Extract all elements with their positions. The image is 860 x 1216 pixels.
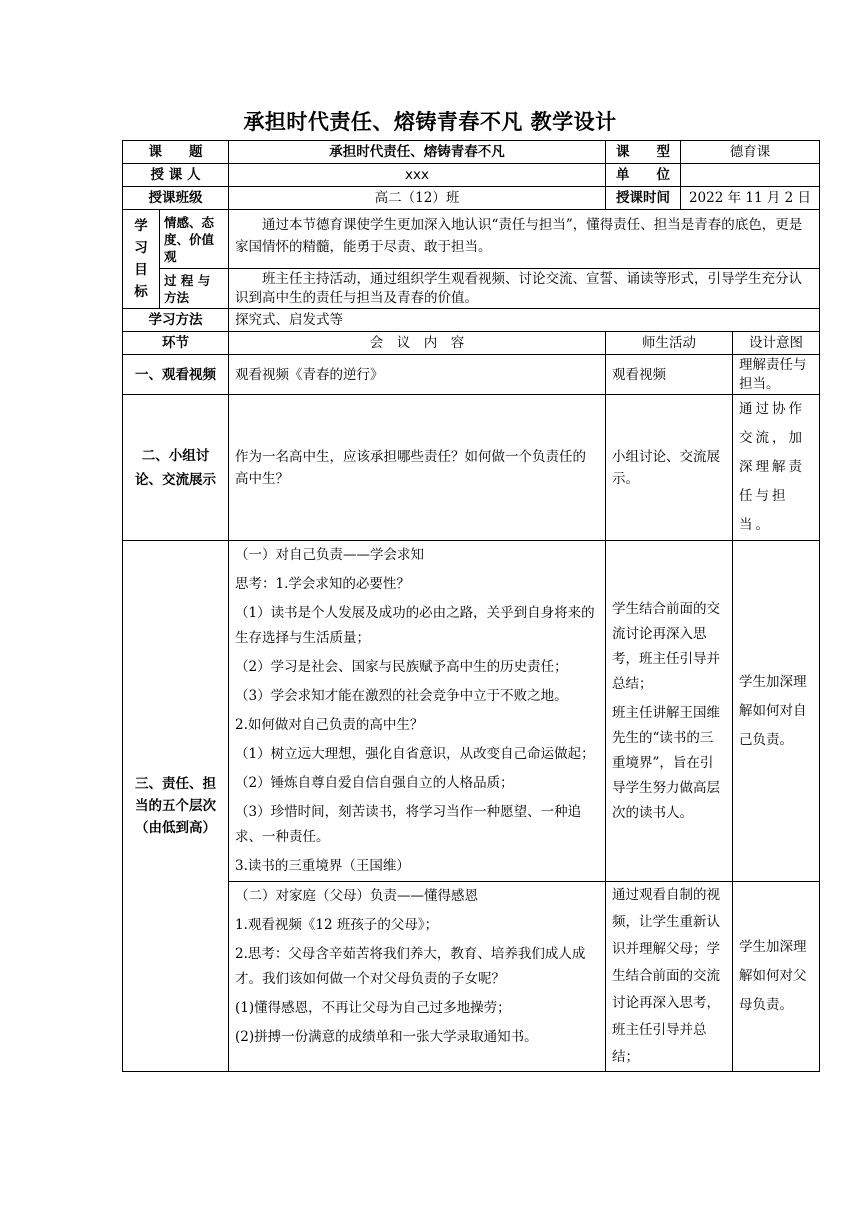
stage-2-activity: 小组讨论、交流展示。 (606, 395, 733, 541)
content-line: （1）树立远大理想，强化自省意识，从改变自己命运做起； (235, 746, 595, 762)
content-line: （3）学会求知才能在激烈的社会竞争中立于不败之地。 (235, 688, 568, 704)
stage-row-2 (123, 395, 820, 541)
class-value: 高二（12）班 (229, 187, 606, 210)
content-line: 1.观看视频《12 班孩子的父母》； (235, 917, 439, 933)
stage-3b-activity: 通过观看自制的视频，让学生重新认识并理解父母；学生结合前面的交流讨论再深入思考，班主任引导并总结； (606, 882, 733, 1072)
activity-line: 班主任讲解王国维先生的“读书的三重境界”，旨在引导学生努力做高层次的读书人。 (612, 704, 720, 821)
content-line: 思考：1.学会求知的必要性？ (235, 576, 410, 592)
content-line: （2）学习是社会、国家与民族赋予高中生的历史责任； (235, 659, 568, 675)
goal-process-text: 班主任主持活动，通过组织学生观看视频、讨论交流、宣誓、诵读等形式，引导学生充分认识到高中生的责任与担当及青春的价值。 (229, 269, 820, 309)
content-line: (2)拼搏一份满意的成绩单和一张大学录取通知书。 (235, 1029, 538, 1045)
teacher-value: xxx (229, 164, 606, 187)
stage-1-intent: 理解责任与担当。 (733, 355, 820, 395)
stage-3b-intent: 学生加深理解如何对父母负责。 (733, 882, 820, 1072)
stage-1-content: 观看视频《青春的逆行》 (229, 355, 606, 395)
goal-emotion-row (123, 210, 820, 269)
topic-value: 承担时代责任、熔铸青春不凡 (229, 141, 606, 164)
class-label: 授课班级 (123, 187, 229, 210)
stage-row-1 (123, 355, 820, 395)
goal-process-row (123, 269, 820, 309)
type-label: 课 型 (606, 141, 681, 164)
stage-1-label: 一、观看视频 (123, 355, 229, 395)
type-value: 德育课 (681, 141, 820, 164)
content-line: （二）对家庭（父母）负责——懂得感恩 (235, 888, 478, 904)
goals-label: 学习目标 (123, 210, 160, 309)
stage-3a-activity (606, 541, 733, 882)
teacher-label: 授 课 人 (123, 164, 229, 187)
teacher-row (123, 164, 820, 187)
time-label: 授课时间 (606, 187, 681, 210)
method-label: 学习方法 (123, 309, 229, 332)
content-line: 2.思考：父母含辛茹苦将我们养大，教育、培养我们成人成才。我们该如何做一个对父母负责的子女呢？ (235, 946, 586, 987)
goal-emotion-label: 情感、态度、价值观 (160, 210, 229, 269)
lesson-plan-table (122, 140, 820, 1072)
unit-value (681, 164, 820, 187)
stage-3a-intent: 学生加深理解如何对自己负责。 (733, 541, 820, 882)
class-row (123, 187, 820, 210)
col-content-header: 会 议 内 容 (229, 332, 606, 355)
stage-2-label: 二、小组讨论、交流展示 (123, 395, 229, 541)
unit-label: 单 位 (606, 164, 681, 187)
method-value: 探究式、启发式等 (229, 309, 820, 332)
content-line: （3）珍惜时间，刻苦读书，将学习当作一种愿望、一种追求、一种责任。 (235, 804, 582, 845)
topic-row (123, 141, 820, 164)
col-stage-header: 环节 (123, 332, 229, 355)
content-line: （2）锤炼自尊自爱自信自强自立的人格品质； (235, 775, 514, 791)
col-activity-header: 师生活动 (606, 332, 733, 355)
method-row (123, 309, 820, 332)
column-header-row (123, 332, 820, 355)
content-line: 3.读书的三重境界（王国维） (235, 858, 410, 874)
time-value: 2022 年 11 月 2 日 (681, 187, 820, 210)
topic-label: 课 题 (123, 141, 229, 164)
content-line: （1）读书是个人发展及成功的必由之路，关乎到自身将来的生存选择与生活质量； (235, 605, 595, 646)
stage-2-content: 作为一名高中生，应该承担哪些责任？如何做一个负责任的高中生？ (229, 395, 606, 541)
goal-emotion-text: 通过本节德育课使学生更加深入地认识“责任与担当”，懂得责任、担当是青春的底色，更是家国情怀的精髓，能勇于尽责、敢于担当。 (229, 210, 820, 269)
content-line: (1)懂得感恩，不再让父母为自己过多地操劳； (235, 1000, 511, 1016)
stage-3-label: 三、责任、担当的五个层次（由低到高） (123, 541, 229, 1072)
content-line: 2.如何做对自己负责的高中生？ (235, 717, 424, 733)
stage-2-intent: 通过协作交流，加深理解责任与担当。 (733, 395, 820, 541)
col-intent-header: 设计意图 (733, 332, 820, 355)
stage-row-3a (123, 541, 820, 882)
activity-line: 学生结合前面的交流讨论再深入思考，班主任引导并总结； (612, 600, 720, 692)
goal-process-label: 过 程 与 方法 (160, 269, 229, 309)
stage-3b-content (229, 882, 606, 1072)
stage-1-activity: 观看视频 (606, 355, 733, 395)
stage-3a-content (229, 541, 606, 882)
document-title: 承担时代责任、熔铸青春不凡 教学设计 (243, 110, 617, 134)
content-line: （一）对自己负责——学会求知 (235, 547, 424, 563)
